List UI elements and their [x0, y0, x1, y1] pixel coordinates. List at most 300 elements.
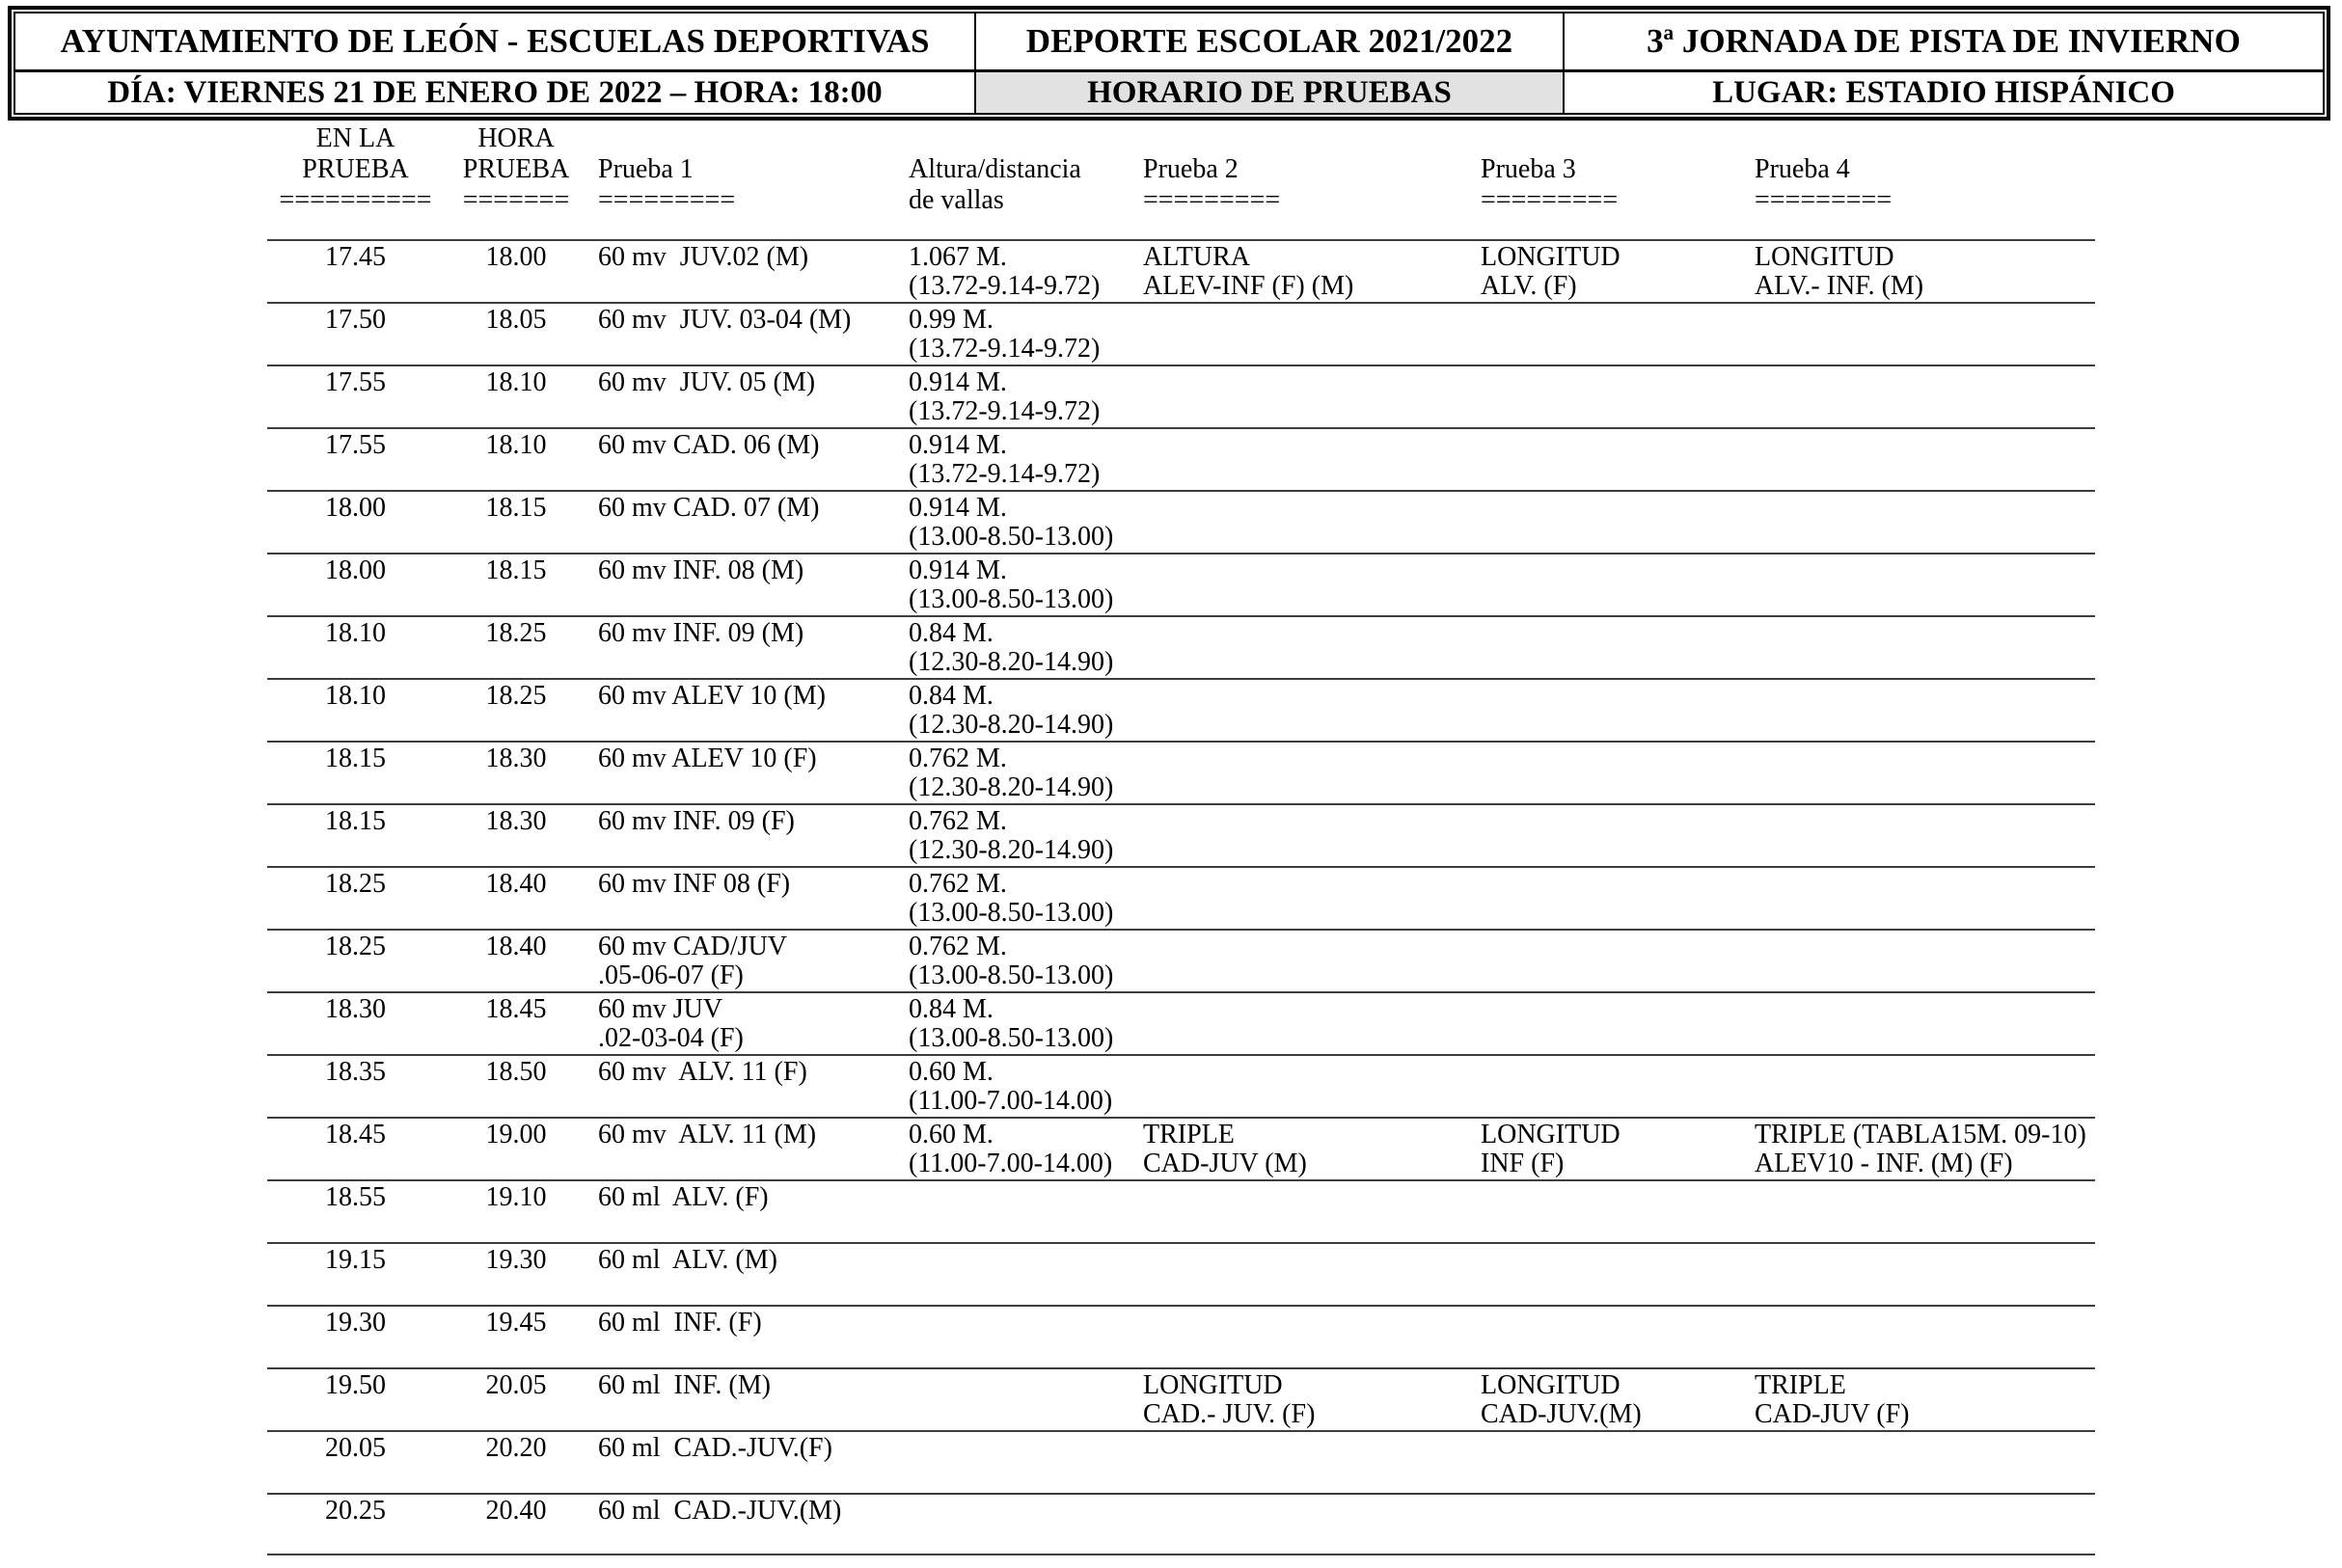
cell-hora-prueba	[444, 366, 588, 427]
cell-en-la-prueba	[267, 743, 444, 803]
cell-prueba1	[588, 554, 907, 615]
cell-line: CAD.- JUV. (F)	[1143, 1399, 1316, 1429]
cell-hora-prueba	[444, 680, 588, 741]
cell-line: (13.00-8.50-13.00)	[909, 522, 1114, 552]
document-header	[8, 6, 2330, 121]
column-header-3	[588, 123, 907, 216]
cell-line: 0.914 M.	[909, 430, 1007, 460]
cell-line: 60 mv JUV. 03-04 (M)	[598, 305, 852, 335]
cell-line: CAD-JUV (F)	[1755, 1399, 1910, 1429]
table-row	[267, 239, 2095, 302]
cell-altura-vallas	[907, 429, 1138, 490]
cell-altura-vallas	[907, 868, 1138, 929]
table-row	[267, 365, 2095, 427]
cell-prueba3	[1481, 993, 1753, 1054]
cell-line: 0.914 M.	[909, 555, 1007, 585]
cell-en-la-prueba	[267, 805, 444, 866]
cell-line: 60 mv ALV. 11 (F)	[598, 1057, 807, 1087]
cell-prueba1	[588, 366, 907, 427]
cell-line: CAD-JUV (M)	[1143, 1149, 1307, 1178]
cell-line: 19.15	[325, 1245, 386, 1275]
cell-prueba4	[1753, 554, 2095, 615]
cell-prueba2	[1138, 366, 1481, 427]
cell-prueba4	[1753, 680, 2095, 741]
cell-prueba4	[1753, 1181, 2095, 1242]
cell-line: (12.30-8.20-14.90)	[909, 710, 1114, 740]
cell-en-la-prueba	[267, 429, 444, 490]
cell-altura-vallas	[907, 993, 1138, 1054]
cell-line: 18.10	[485, 367, 547, 397]
cell-altura-vallas	[907, 1307, 1138, 1367]
cell-hora-prueba	[444, 743, 588, 803]
cell-prueba1	[588, 680, 907, 741]
column-header-line	[598, 123, 907, 154]
cell-hora-prueba	[444, 1244, 588, 1305]
cell-prueba2	[1138, 1432, 1481, 1493]
cell-line: 0.84 M.	[909, 681, 994, 711]
column-header-line: =======	[462, 185, 570, 215]
header-row-top	[15, 14, 2323, 69]
cell-en-la-prueba	[267, 1432, 444, 1493]
cell-line: 60 mv ALEV 10 (M)	[598, 681, 826, 711]
cell-prueba3	[1481, 868, 1753, 929]
cell-hora-prueba	[444, 554, 588, 615]
cell-en-la-prueba	[267, 241, 444, 302]
cell-line: 18.30	[485, 743, 547, 773]
cell-hora-prueba	[444, 1181, 588, 1242]
column-header-line: de vallas	[909, 185, 1004, 215]
cell-en-la-prueba	[267, 554, 444, 615]
cell-line: (13.00-8.50-13.00)	[909, 1023, 1114, 1053]
cell-line: 60 ml INF. (F)	[598, 1308, 762, 1338]
cell-prueba1	[588, 1244, 907, 1305]
cell-line: ALEV10 - INF. (M) (F)	[1755, 1149, 2013, 1178]
cell-line: (12.30-8.20-14.90)	[909, 772, 1114, 802]
column-header-line: Altura/distancia	[909, 154, 1081, 184]
cell-line: 18.15	[325, 806, 386, 836]
cell-line: 0.914 M.	[909, 493, 1007, 523]
cell-hora-prueba	[444, 1056, 588, 1117]
cell-en-la-prueba	[267, 617, 444, 678]
cell-line: 18.30	[325, 994, 386, 1024]
cell-line: 17.55	[325, 430, 386, 460]
cell-prueba3	[1481, 617, 1753, 678]
table-row	[267, 678, 2095, 741]
cell-prueba2	[1138, 805, 1481, 866]
cell-prueba1	[588, 743, 907, 803]
cell-hora-prueba	[444, 1432, 588, 1493]
cell-altura-vallas	[907, 366, 1138, 427]
cell-line: (12.30-8.20-14.90)	[909, 647, 1114, 677]
cell-altura-vallas	[907, 1119, 1138, 1179]
cell-prueba4	[1753, 805, 2095, 866]
column-header-line: Prueba 2	[1143, 154, 1239, 184]
cell-line: CAD-JUV.(M)	[1481, 1399, 1642, 1429]
cell-line: 18.40	[485, 932, 547, 961]
cell-line: 18.15	[485, 493, 547, 523]
cell-line: 18.45	[485, 994, 547, 1024]
table-row	[267, 1305, 2095, 1367]
table-row	[267, 427, 2095, 490]
header-row-bottom	[15, 69, 2323, 113]
cell-prueba4	[1753, 1307, 2095, 1367]
cell-en-la-prueba	[267, 366, 444, 427]
table-row	[267, 803, 2095, 866]
cell-line: LONGITUD	[1481, 1370, 1620, 1400]
column-header-line: =========	[1143, 185, 1281, 215]
cell-line: (13.00-8.50-13.00)	[909, 960, 1114, 990]
cell-line: (13.72-9.14-9.72)	[909, 271, 1101, 301]
cell-altura-vallas	[907, 492, 1138, 553]
cell-line: 60 mv INF 08 (F)	[598, 869, 791, 899]
cell-prueba2	[1138, 993, 1481, 1054]
cell-line: 0.84 M.	[909, 994, 994, 1024]
cell-prueba3	[1481, 1495, 1753, 1554]
column-header-line: Prueba 4	[1755, 154, 1850, 184]
table-row	[267, 1117, 2095, 1179]
table-body	[267, 239, 2095, 1555]
cell-altura-vallas	[907, 1056, 1138, 1117]
cell-altura-vallas	[907, 304, 1138, 365]
cell-altura-vallas	[907, 680, 1138, 741]
cell-line: 20.25	[325, 1496, 386, 1526]
cell-en-la-prueba	[267, 680, 444, 741]
cell-prueba4	[1753, 743, 2095, 803]
cell-en-la-prueba	[267, 1369, 444, 1430]
cell-hora-prueba	[444, 805, 588, 866]
cell-en-la-prueba	[267, 304, 444, 365]
cell-line: 18.00	[325, 493, 386, 523]
table-column-headers	[267, 123, 2095, 216]
cell-hora-prueba	[444, 241, 588, 302]
column-header-line	[1143, 123, 1481, 154]
table-row	[267, 929, 2095, 991]
column-header-line: =========	[1755, 185, 1893, 215]
cell-line: 18.05	[485, 305, 547, 335]
cell-line: 19.50	[325, 1370, 386, 1400]
column-header-line	[909, 123, 1138, 154]
cell-prueba3	[1481, 1244, 1753, 1305]
cell-line: 0.60 M.	[909, 1120, 994, 1149]
table-row	[267, 1367, 2095, 1430]
cell-prueba3	[1481, 241, 1753, 302]
cell-prueba1	[588, 617, 907, 678]
cell-prueba4	[1753, 241, 2095, 302]
cell-line: TRIPLE	[1143, 1120, 1235, 1149]
column-header-4	[907, 123, 1138, 216]
cell-prueba4	[1753, 993, 2095, 1054]
cell-altura-vallas	[907, 931, 1138, 991]
cell-line: 60 ml ALV. (M)	[598, 1245, 777, 1275]
cell-prueba4	[1753, 1244, 2095, 1305]
cell-line: 60 ml CAD.-JUV.(M)	[598, 1496, 842, 1526]
cell-prueba1	[588, 1369, 907, 1430]
cell-line: 19.00	[485, 1120, 547, 1149]
cell-altura-vallas	[907, 554, 1138, 615]
cell-hora-prueba	[444, 1369, 588, 1430]
column-header-line: =========	[1481, 185, 1619, 215]
header-place: LUGAR: ESTADIO HISPÁNICO	[1563, 72, 2323, 113]
cell-line: 60 mv JUV. 05 (M)	[598, 367, 816, 397]
cell-line: 60 mv CAD. 07 (M)	[598, 493, 820, 523]
cell-altura-vallas	[907, 1244, 1138, 1305]
cell-prueba1	[588, 1119, 907, 1179]
cell-line: LONGITUD	[1481, 242, 1620, 272]
cell-prueba2	[1138, 429, 1481, 490]
cell-line: (13.72-9.14-9.72)	[909, 334, 1101, 364]
cell-line: 60 mv INF. 08 (M)	[598, 555, 804, 585]
cell-prueba3	[1481, 304, 1753, 365]
column-header-line: Prueba 1	[598, 154, 694, 184]
cell-prueba4	[1753, 868, 2095, 929]
column-header-line: Prueba 3	[1481, 154, 1576, 184]
cell-prueba2	[1138, 554, 1481, 615]
cell-altura-vallas	[907, 1369, 1138, 1430]
cell-line: ALV. (F)	[1481, 271, 1577, 301]
header-season-title: DEPORTE ESCOLAR 2021/2022	[974, 14, 1563, 69]
column-header-line	[1481, 123, 1753, 154]
cell-prueba4	[1753, 1495, 2095, 1554]
cell-prueba1	[588, 1056, 907, 1117]
cell-prueba2	[1138, 1056, 1481, 1117]
cell-en-la-prueba	[267, 1181, 444, 1242]
cell-en-la-prueba	[267, 492, 444, 553]
cell-prueba1	[588, 1495, 907, 1554]
cell-prueba4	[1753, 492, 2095, 553]
cell-prueba2	[1138, 680, 1481, 741]
table-row	[267, 1493, 2095, 1555]
table-row	[267, 866, 2095, 929]
column-header-5	[1138, 123, 1481, 216]
cell-line: TRIPLE (TABLA15M. 09-10)	[1755, 1120, 2086, 1149]
cell-altura-vallas	[907, 743, 1138, 803]
cell-line: 20.40	[485, 1496, 547, 1526]
column-header-line: HORA	[477, 123, 555, 153]
cell-prueba2	[1138, 868, 1481, 929]
cell-line: (13.00-8.50-13.00)	[909, 584, 1114, 614]
cell-prueba3	[1481, 805, 1753, 866]
cell-line: 0.762 M.	[909, 806, 1007, 836]
header-schedule-title: HORARIO DE PRUEBAS	[974, 72, 1563, 113]
table-row	[267, 302, 2095, 365]
table-row	[267, 991, 2095, 1054]
cell-en-la-prueba	[267, 931, 444, 991]
column-header-7	[1753, 123, 2095, 216]
column-header-1	[267, 123, 444, 216]
cell-prueba3	[1481, 680, 1753, 741]
cell-line: LONGITUD	[1755, 242, 1894, 272]
cell-line: 18.40	[485, 869, 547, 899]
cell-prueba1	[588, 993, 907, 1054]
column-header-line: ==========	[279, 185, 432, 215]
cell-line: .02-03-04 (F)	[598, 1023, 744, 1053]
cell-line: 0.99 M.	[909, 305, 994, 335]
cell-prueba1	[588, 304, 907, 365]
cell-prueba1	[588, 1307, 907, 1367]
cell-line: 19.30	[325, 1308, 386, 1338]
cell-altura-vallas	[907, 1432, 1138, 1493]
cell-prueba1	[588, 1432, 907, 1493]
cell-line: 18.10	[325, 618, 386, 648]
cell-prueba3	[1481, 429, 1753, 490]
cell-line: (12.30-8.20-14.90)	[909, 835, 1114, 865]
cell-line: 18.25	[325, 869, 386, 899]
cell-prueba2	[1138, 1369, 1481, 1430]
cell-line: ALEV-INF (F) (M)	[1143, 271, 1354, 301]
cell-prueba1	[588, 931, 907, 991]
cell-line: LONGITUD	[1143, 1370, 1283, 1400]
cell-prueba2	[1138, 1181, 1481, 1242]
cell-line: 18.00	[485, 242, 547, 272]
cell-en-la-prueba	[267, 1307, 444, 1367]
cell-line: 0.762 M.	[909, 869, 1007, 899]
column-header-2	[444, 123, 588, 216]
cell-line: 0.914 M.	[909, 367, 1007, 397]
cell-prueba3	[1481, 366, 1753, 427]
header-org-title: AYUNTAMIENTO DE LEÓN - ESCUELAS DEPORTIVAS	[60, 22, 930, 60]
cell-altura-vallas	[907, 805, 1138, 866]
column-header-line: EN LA	[315, 123, 395, 153]
table-row	[267, 615, 2095, 678]
cell-line: .05-06-07 (F)	[598, 960, 744, 990]
cell-prueba3	[1481, 1369, 1753, 1430]
cell-hora-prueba	[444, 429, 588, 490]
cell-altura-vallas	[907, 241, 1138, 302]
cell-prueba4	[1753, 304, 2095, 365]
table-row	[267, 1430, 2095, 1493]
cell-hora-prueba	[444, 304, 588, 365]
cell-line: 60 mv CAD/JUV	[598, 932, 788, 961]
cell-hora-prueba	[444, 993, 588, 1054]
cell-prueba2	[1138, 617, 1481, 678]
cell-prueba3	[1481, 743, 1753, 803]
cell-prueba4	[1753, 1119, 2095, 1179]
column-header-line: =========	[598, 185, 736, 215]
cell-prueba1	[588, 1181, 907, 1242]
cell-prueba1	[588, 241, 907, 302]
cell-hora-prueba	[444, 1119, 588, 1179]
cell-en-la-prueba	[267, 1119, 444, 1179]
table-row	[267, 1179, 2095, 1242]
cell-prueba2	[1138, 304, 1481, 365]
cell-prueba2	[1138, 1119, 1481, 1179]
cell-line: 1.067 M.	[909, 242, 1007, 272]
cell-prueba4	[1753, 1432, 2095, 1493]
cell-line: 18.15	[325, 743, 386, 773]
cell-prueba4	[1753, 1056, 2095, 1117]
cell-line: 60 mv CAD. 06 (M)	[598, 430, 820, 460]
cell-line: 18.10	[485, 430, 547, 460]
cell-line: INF (F)	[1481, 1149, 1565, 1178]
cell-line: TRIPLE	[1755, 1370, 1846, 1400]
cell-line: 0.762 M.	[909, 932, 1007, 961]
cell-line: 60 ml CAD.-JUV.(F)	[598, 1433, 832, 1463]
cell-prueba3	[1481, 554, 1753, 615]
cell-prueba3	[1481, 492, 1753, 553]
cell-line: 18.55	[325, 1182, 386, 1212]
cell-line: 18.00	[325, 555, 386, 585]
cell-line: (13.72-9.14-9.72)	[909, 459, 1101, 489]
cell-prueba4	[1753, 617, 2095, 678]
cell-en-la-prueba	[267, 1495, 444, 1554]
cell-line: 18.30	[485, 806, 547, 836]
cell-line: (11.00-7.00-14.00)	[909, 1149, 1113, 1178]
cell-prueba2	[1138, 743, 1481, 803]
cell-altura-vallas	[907, 1495, 1138, 1554]
cell-prueba2	[1138, 931, 1481, 991]
cell-en-la-prueba	[267, 868, 444, 929]
cell-line: 60 mv ALEV 10 (F)	[598, 743, 817, 773]
cell-altura-vallas	[907, 617, 1138, 678]
cell-line: 20.20	[485, 1433, 547, 1463]
cell-line: 0.762 M.	[909, 743, 1007, 773]
cell-line: 0.84 M.	[909, 618, 994, 648]
cell-line: 18.50	[485, 1057, 547, 1087]
cell-prueba4	[1753, 429, 2095, 490]
cell-prueba3	[1481, 1056, 1753, 1117]
cell-line: 0.60 M.	[909, 1057, 994, 1087]
table-row	[267, 1242, 2095, 1305]
header-jornada-title: 3ª JORNADA DE PISTA DE INVIERNO	[1563, 14, 2323, 69]
cell-line: 18.10	[325, 681, 386, 711]
cell-line: (13.72-9.14-9.72)	[909, 396, 1101, 426]
cell-line: 19.10	[485, 1182, 547, 1212]
cell-prueba4	[1753, 1369, 2095, 1430]
cell-prueba2	[1138, 241, 1481, 302]
cell-en-la-prueba	[267, 993, 444, 1054]
cell-line: 60 mv JUV.02 (M)	[598, 242, 809, 272]
cell-altura-vallas	[907, 1181, 1138, 1242]
cell-prueba3	[1481, 931, 1753, 991]
cell-line: ALV.- INF. (M)	[1755, 271, 1924, 301]
cell-hora-prueba	[444, 1495, 588, 1554]
cell-hora-prueba	[444, 492, 588, 553]
cell-prueba2	[1138, 1244, 1481, 1305]
cell-line: (11.00-7.00-14.00)	[909, 1086, 1113, 1116]
cell-line: ALTURA	[1143, 242, 1250, 272]
cell-prueba3	[1481, 1307, 1753, 1367]
cell-prueba2	[1138, 1307, 1481, 1367]
table-row	[267, 741, 2095, 803]
cell-en-la-prueba	[267, 1244, 444, 1305]
cell-line: 60 mv INF. 09 (F)	[598, 806, 795, 836]
cell-line: 60 mv ALV. 11 (M)	[598, 1120, 817, 1149]
cell-prueba3	[1481, 1432, 1753, 1493]
cell-prueba3	[1481, 1119, 1753, 1179]
cell-line: 18.25	[485, 681, 547, 711]
table-row	[267, 553, 2095, 615]
column-header-line	[1755, 123, 2095, 154]
cell-prueba1	[588, 805, 907, 866]
cell-line: 20.05	[485, 1370, 547, 1400]
column-header-line: PRUEBA	[302, 154, 409, 184]
cell-line: 18.45	[325, 1120, 386, 1149]
cell-line: 60 ml INF. (M)	[598, 1370, 771, 1400]
table-row	[267, 490, 2095, 553]
cell-hora-prueba	[444, 617, 588, 678]
cell-line: (13.00-8.50-13.00)	[909, 898, 1114, 928]
cell-prueba4	[1753, 931, 2095, 991]
table-row	[267, 1054, 2095, 1117]
cell-line: 19.30	[485, 1245, 547, 1275]
cell-line: 60 mv JUV	[598, 994, 723, 1024]
cell-line: LONGITUD	[1481, 1120, 1620, 1149]
column-header-line: PRUEBA	[462, 154, 570, 184]
column-header-6	[1481, 123, 1753, 216]
cell-prueba1	[588, 868, 907, 929]
cell-line: 17.50	[325, 305, 386, 335]
cell-prueba1	[588, 492, 907, 553]
